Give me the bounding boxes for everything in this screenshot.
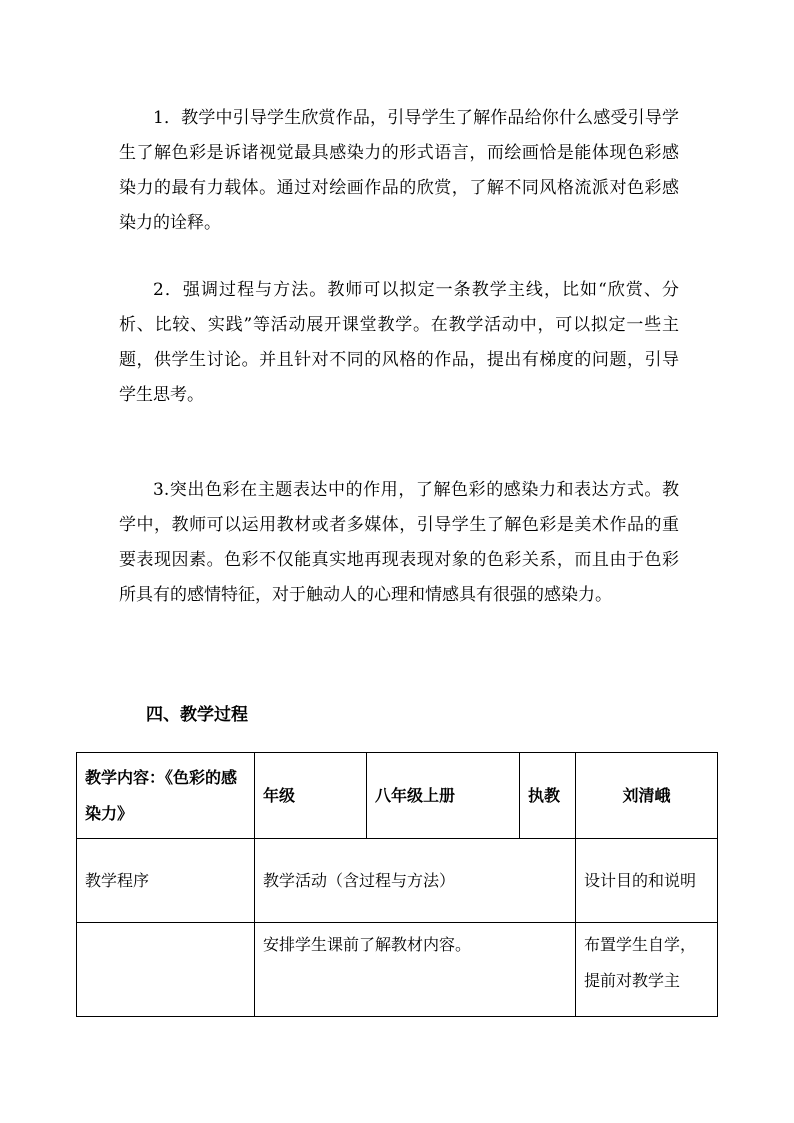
procedure-header-cell: 教学程序 (77, 839, 255, 923)
table-row (77, 753, 718, 839)
activity-cell: 安排学生课前了解教材内容。 (255, 923, 576, 1017)
table-row (77, 923, 718, 1017)
paragraph-3: 3.突出色彩在主题表达中的作用，了解色彩的感染力和表达方式。教学中，教师可以运用教材或者多媒体，引导学生了解色彩是美术作品的重要表现因素。色彩不仅能真实地再现表现对象的色彩关系，而且由于色彩所具有的感情特征，对于触动人的心理和情感具有很强的感染力。 (119, 480, 679, 605)
teaching-process-table (76, 752, 718, 1017)
paragraph-1: 1．教学中引导学生欣赏作品，引导学生了解作品给你什么感受引导学生了解色彩是诉诸视觉最具感染力的形式语言，而绘画恰是能体现色彩感染力的最有力载体。通过对绘画作品的欣赏，了解不同风格流派对色彩感染力的诠释。 (119, 108, 679, 233)
table-row (77, 839, 718, 923)
section-heading: 四、教学过程 (146, 705, 248, 725)
grade-value-cell: 八年级上册 (367, 753, 520, 839)
purpose-cell: 布置学生自学，提前对教学主 (576, 923, 718, 1017)
procedure-cell (77, 923, 255, 1017)
activity-header-cell: 教学活动（含过程与方法） (255, 839, 576, 923)
teacher-value-cell: 刘清峨 (576, 753, 718, 839)
purpose-header-cell: 设计目的和说明 (576, 839, 718, 923)
teacher-label-cell: 执教 (520, 753, 576, 839)
teaching-content-cell: 教学内容：《色彩的感染力》 (77, 753, 255, 839)
grade-label-cell: 年级 (255, 753, 367, 839)
paragraph-2: 2．强调过程与方法。教师可以拟定一条教学主线，比如“欣赏、分析、比较、实践”等活动展开课堂教学。在教学活动中，可以拟定一些主题，供学生讨论。并且针对不同的风格的作品，提出有梯度的问题，引导学生思考。 (119, 280, 679, 405)
